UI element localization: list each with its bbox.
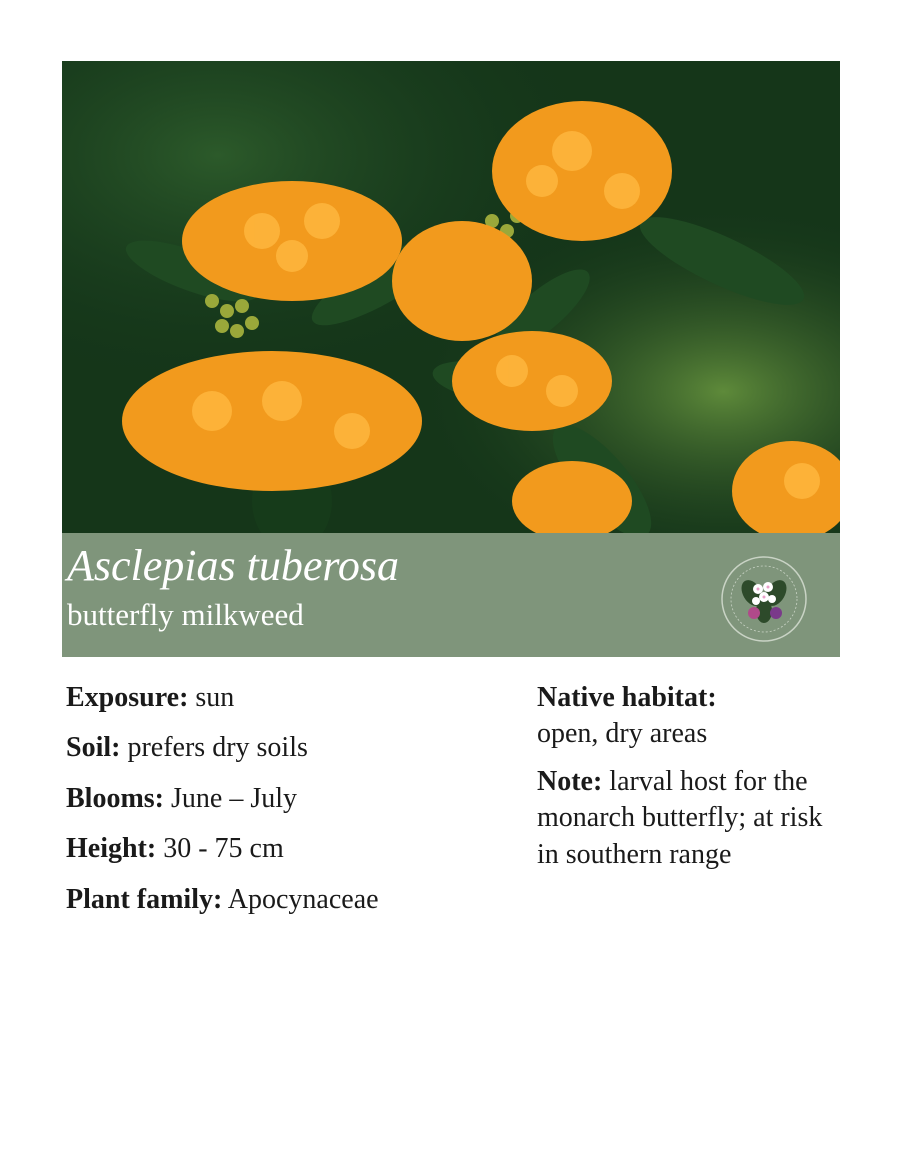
facts-left-column — [66, 680, 506, 932]
fact-label: Exposure: — [66, 682, 189, 713]
fact-label: Soil: — [66, 732, 121, 764]
fact-label: Blooms: — [66, 782, 164, 814]
plant-photo — [62, 61, 840, 533]
fact-label: Native habitat: — [537, 682, 717, 713]
fact-label: Plant family: — [66, 883, 223, 915]
fact-note — [537, 764, 837, 873]
fact-value: larval host for the monarch butterfly; at risk in southern range — [537, 765, 823, 870]
garden-seal-logo — [714, 553, 814, 645]
fact-value: Apocynaceae — [227, 883, 379, 915]
fact-plant-family — [66, 882, 506, 918]
fact-exposure — [66, 680, 506, 716]
fact-height — [66, 831, 506, 867]
fact-value: prefers dry soils — [127, 732, 308, 764]
fact-value: 30 - 75 cm — [163, 833, 284, 865]
fact-label: Note: — [537, 765, 603, 797]
common-name: butterfly milkweed — [67, 597, 304, 632]
fact-soil — [66, 730, 506, 766]
scientific-name: Asclepias tuberosa — [67, 541, 399, 590]
fact-native-habitat — [537, 680, 837, 753]
fact-blooms — [66, 781, 506, 817]
title-banner — [62, 533, 840, 657]
facts-right-column — [537, 680, 837, 884]
fact-value: June – July — [171, 782, 297, 814]
fact-label: Height: — [66, 833, 157, 865]
fact-value: open, dry areas — [537, 718, 708, 750]
fact-value: sun — [195, 682, 235, 713]
